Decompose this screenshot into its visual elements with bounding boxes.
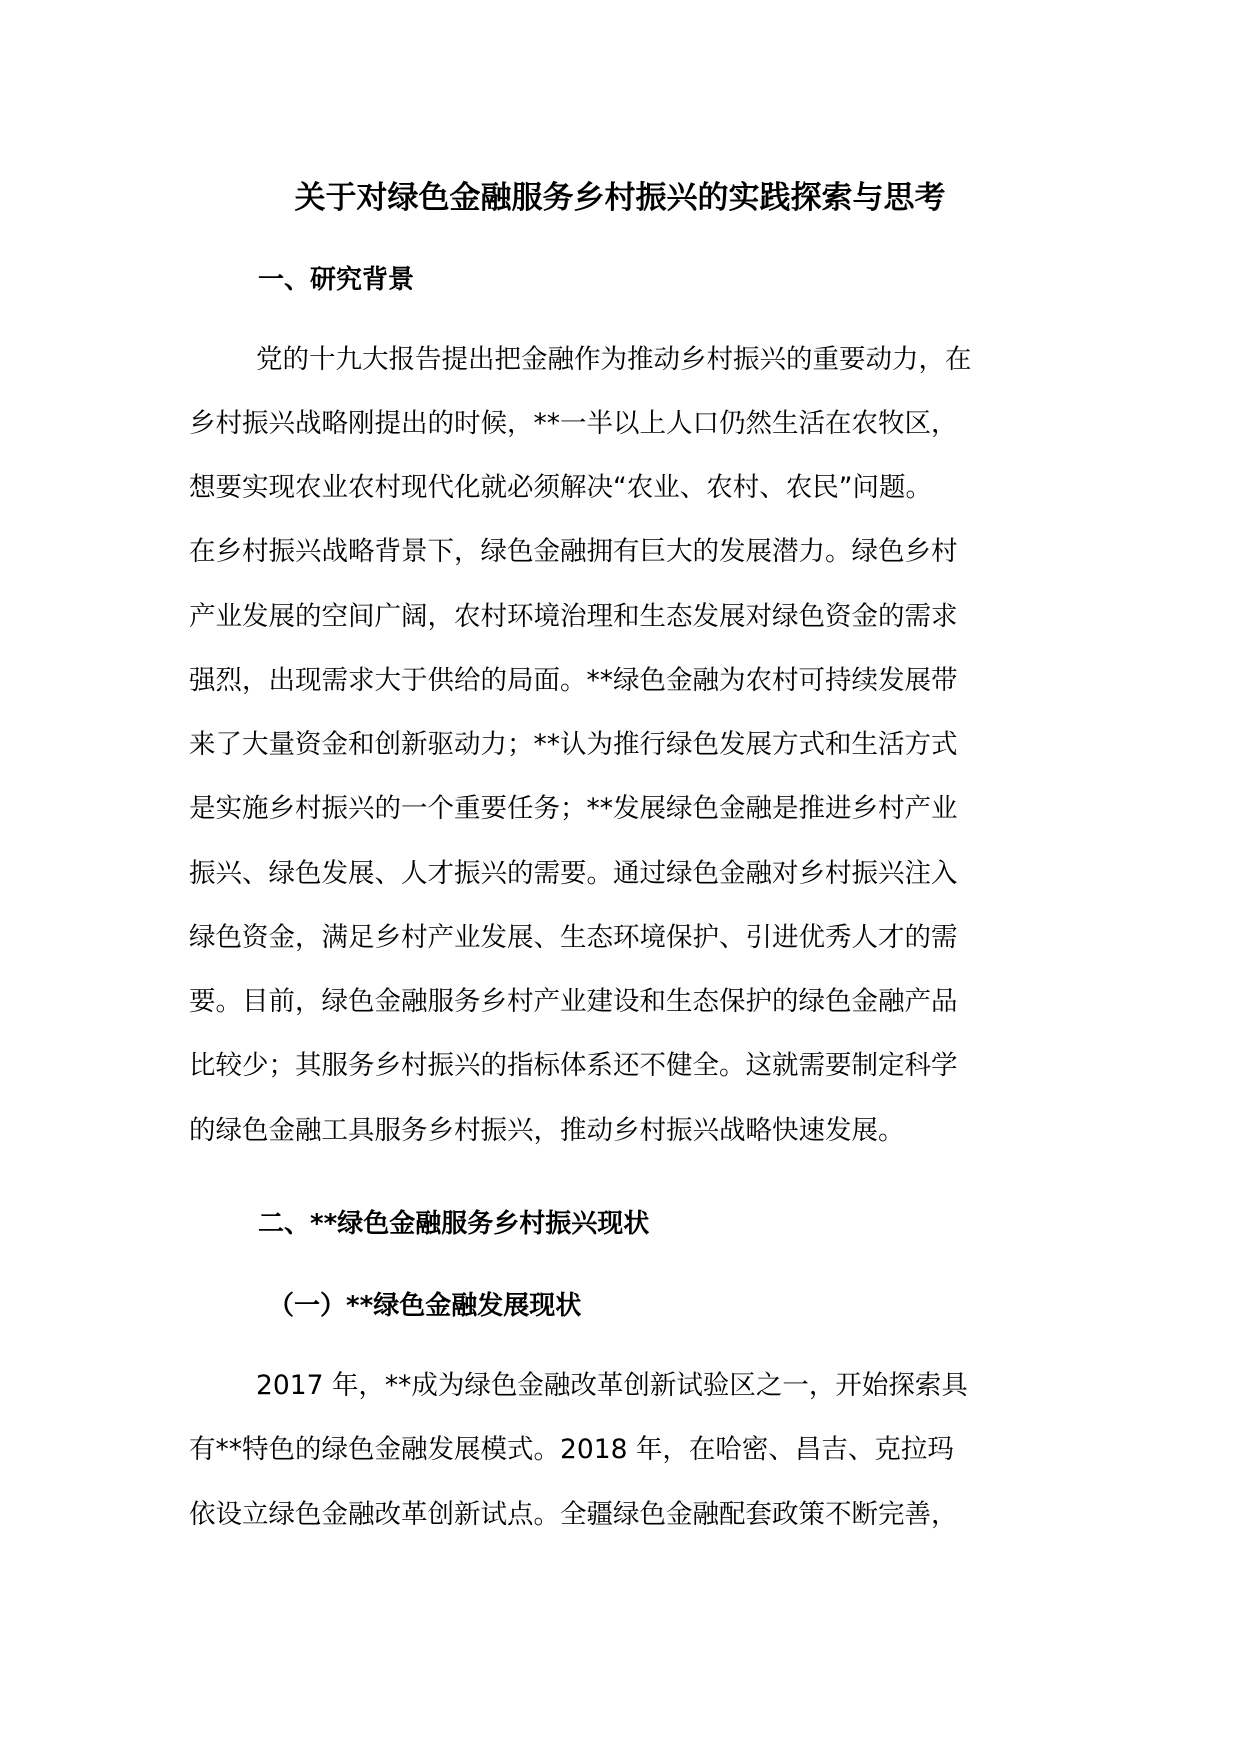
paragraph-line: 产业发展的空间广阔，农村环境治理和生态发展对绿色资金的需求: [189, 601, 958, 632]
subsection-heading-development-status: （一）**绿色金融发展现状: [268, 1291, 582, 1321]
paragraph-line: 振兴、绿色发展、人才振兴的需要。通过绿色金融对乡村振兴注入: [189, 858, 958, 889]
section-heading-research-background: 一、研究背景: [258, 265, 415, 295]
paragraph-line: 在乡村振兴战略背景下，绿色金融拥有巨大的发展潜力。绿色乡村: [189, 536, 958, 567]
paragraph-line: 来了大量资金和创新驱动力；**认为推行绿色发展方式和生活方式: [189, 729, 958, 760]
paragraph-line: 乡村振兴战略刚提出的时候，**一半以上人口仍然生活在农牧区，: [189, 408, 958, 439]
document-title: 关于对绿色金融服务乡村振兴的实践探索与思考: [294, 180, 946, 216]
paragraph-line: 要。目前，绿色金融服务乡村产业建设和生态保护的绿色金融产品: [189, 986, 958, 1017]
section-heading-current-status: 二、**绿色金融服务乡村振兴现状: [258, 1209, 650, 1239]
paragraph-line: 比较少；其服务乡村振兴的指标体系还不健全。这就需要制定科学: [189, 1050, 958, 1081]
paragraph-line: 党的十九大报告提出把金融作为推动乡村振兴的重要动力，在: [256, 344, 972, 375]
paragraph-line: 绿色资金，满足乡村产业发展、生态环境保护、引进优秀人才的需: [189, 922, 958, 953]
paragraph-line: 2017 年，**成为绿色金融改革创新试验区之一，开始探索具: [256, 1370, 968, 1401]
paragraph-line: 有**特色的绿色金融发展模式。2018 年，在哈密、昌吉、克拉玛: [189, 1434, 954, 1465]
paragraph-line: 的绿色金融工具服务乡村振兴，推动乡村振兴战略快速发展。: [189, 1115, 905, 1146]
paragraph-line: 想要实现农业农村现代化就必须解决“农业、农村、农民”问题。: [189, 472, 932, 503]
paragraph-line: 依设立绿色金融改革创新试点。全疆绿色金融配套政策不断完善，: [189, 1499, 958, 1530]
paragraph-line: 是实施乡村振兴的一个重要任务；**发展绿色金融是推进乡村产业: [189, 793, 958, 824]
paragraph-line: 强烈，出现需求大于供给的局面。**绿色金融为农村可持续发展带: [189, 665, 958, 696]
